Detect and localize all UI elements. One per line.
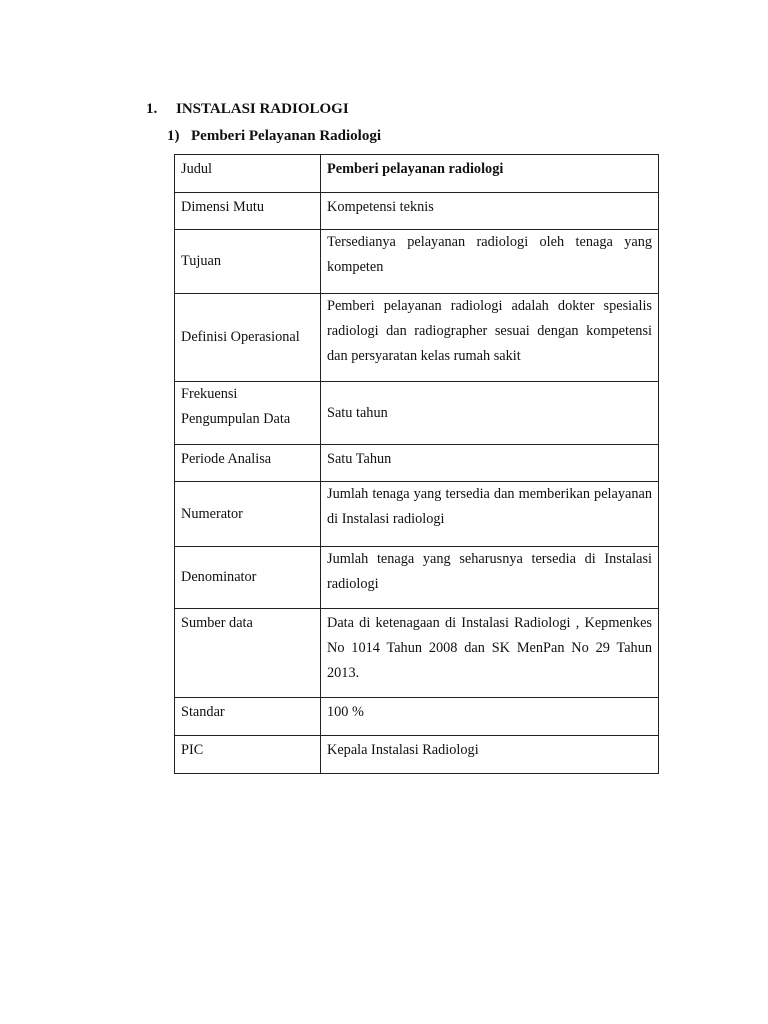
value-judul: Pemberi pelayanan radiologi [321,155,659,193]
value-periode-analisa: Satu Tahun [321,445,659,482]
value-definisi-operasional: Pemberi pelayanan radiologi adalah dokter spesialis radiologi dan radiographer sesuai dengan kompetensi dan persyaratan kelas rumah sakit [321,294,659,382]
table-row-standar [175,698,659,736]
section-number: 1. [146,101,158,117]
label-sumber-data: Sumber data [175,609,321,698]
value-pic: Kepala Instalasi Radiologi [321,736,659,774]
table-row-definisi-operasional [175,294,659,382]
value-sumber-data: Data di ketenagaan di Instalasi Radiologi , Kepmenkes No 1014 Tahun 2008 dan SK MenPan No 29 Tahun 2013. [321,609,659,698]
indicator-table [174,154,659,774]
label-denominator: Denominator [175,547,321,609]
table-row-judul [175,155,659,193]
table-row-periode-analisa [175,445,659,482]
label-definisi-operasional: Definisi Operasional [175,294,321,382]
value-numerator: Jumlah tenaga yang tersedia dan memberikan pelayanan di Instalasi radiologi [321,482,659,547]
section-heading [146,101,349,118]
value-tujuan: Tersedianya pelayanan radiologi oleh tenaga yang kompeten [321,230,659,294]
table-row-dimensi-mutu [175,193,659,230]
label-dimensi-mutu: Dimensi Mutu [175,193,321,230]
label-pic: PIC [175,736,321,774]
table-row-frekuensi [175,382,659,445]
label-standar: Standar [175,698,321,736]
subsection-heading [167,128,381,145]
value-standar: 100 % [321,698,659,736]
table-row-pic [175,736,659,774]
label-judul: Judul [175,155,321,193]
value-denominator: Jumlah tenaga yang seharusnya tersedia di Instalasi radiologi [321,547,659,609]
table-row-numerator [175,482,659,547]
table-row-sumber-data [175,609,659,698]
subsection-title: Pemberi Pelayanan Radiologi [191,128,381,144]
value-frekuensi: Satu tahun [321,382,659,445]
label-tujuan: Tujuan [175,230,321,294]
table-row-denominator [175,547,659,609]
subsection-number: 1) [167,128,180,144]
label-numerator: Numerator [175,482,321,547]
section-title: INSTALASI RADIOLOGI [176,101,349,117]
label-frekuensi: Frekuensi Pengumpulan Data [175,382,321,445]
label-periode-analisa: Periode Analisa [175,445,321,482]
table-row-tujuan [175,230,659,294]
value-dimensi-mutu: Kompetensi teknis [321,193,659,230]
